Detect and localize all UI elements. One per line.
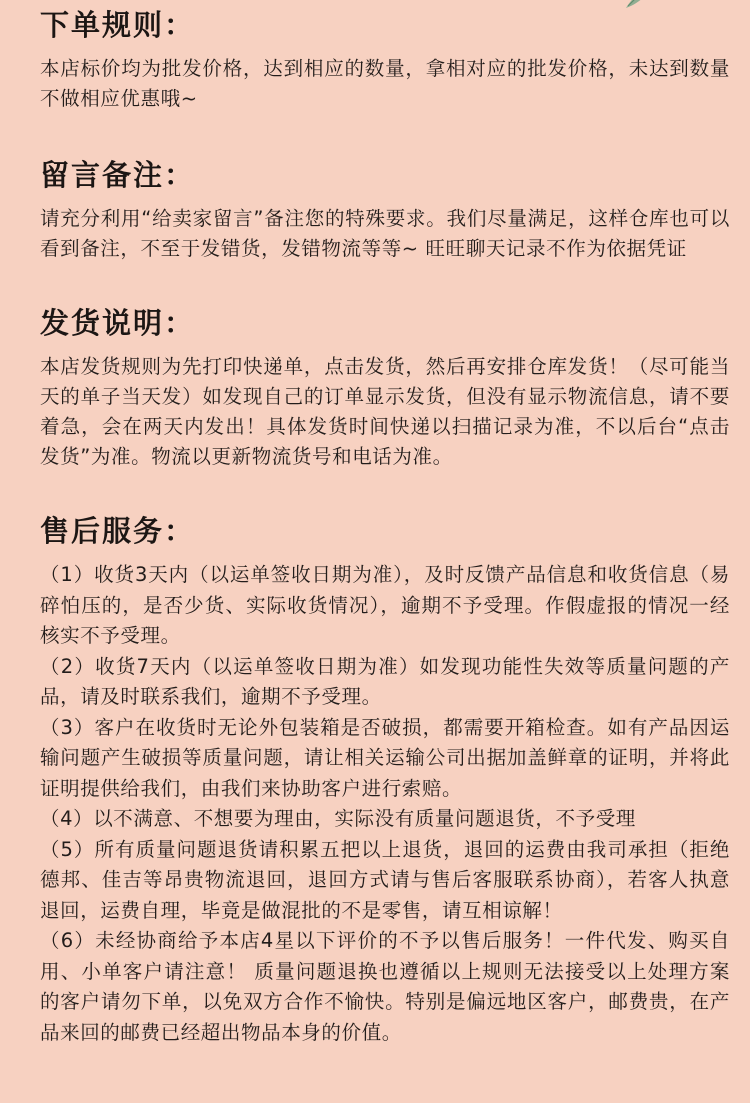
after-sale-item-6: （6）未经协商给予本店4星以下评价的不予以售后服务！一件代发、购买自用、小单客户请注意！ 质量问题退换也遵循以上规则无法接受以上处理方案的客户请勿下单，以免双方合作不愉快。特别是偏远地区客户，邮费贵，在产品来回的邮费已经超出物品本身的价值。 — [40, 929, 730, 1044]
section-title: 售后服务： — [40, 514, 196, 548]
page-content — [40, 8, 730, 1048]
section-paragraph: 本店标价均为批发价格，达到相应的数量，拿相对应的批发价格，未达到数量不做相应优惠哦~ — [40, 57, 730, 110]
section-after-sale — [40, 514, 730, 1048]
section-paragraph: 本店发货规则为先打印快递单，点击发货，然后再安排仓库发货！（尽可能当天的单子当天发）如发现自己的订单显示发货，但没有显示物流信息，请不要着急，会在两天内发出！具体发货时间快递以扫描记录为准，不以后台“点击发货”为准。物流以更新物流货号和电话为准。 — [40, 355, 730, 468]
after-sale-item-5: （5）所有质量问题退货请积累五把以上退货，退回的运费由我司承担（拒绝德邦、佳吉等昂贵物流退回，退回方式请与售后客服联系协商），若客人执意退回，运费自理，毕竟是做混批的不是零售，请互相谅解！ — [40, 837, 730, 922]
section-shipping-info — [40, 306, 730, 472]
after-sale-item-1: （1）收货3天内（以运单签收日期为准），及时反馈产品信息和收货信息（易碎怕压的，是否少货、实际收货情况），逾期不予受理。作假虚报的情况一经核实不予受理。 — [40, 563, 730, 647]
section-paragraph: 请充分利用“给卖家留言”备注您的特殊要求。我们尽量满足，这样仓库也可以看到备注，不至于发错货，发错物流等等~ 旺旺聊天记录不作为依据凭证 — [40, 207, 730, 260]
section-title: 发货说明： — [40, 306, 196, 340]
after-sale-item-4: （4）以不满意、不想要为理由，实际没有质量问题退货，不予受理 — [40, 807, 636, 830]
section-title: 留言备注： — [40, 158, 196, 192]
after-sale-item-3: （3）客户在收货时无论外包装箱是否破损，都需要开箱检查。如有产品因运输问题产生破损等质量问题，请让相关运输公司出据加盖鲜章的证明，并将此证明提供给我们，由我们来协助客户进行索赔。 — [40, 715, 730, 800]
section-title: 下单规则： — [40, 8, 196, 42]
section-order-rules — [40, 8, 730, 114]
after-sale-item-2: （2）收货7天内（以运单签收日期为准）如发现功能性失效等质量问题的产品，请及时联系我们，逾期不予受理。 — [40, 654, 730, 708]
section-message-notes — [40, 158, 730, 264]
